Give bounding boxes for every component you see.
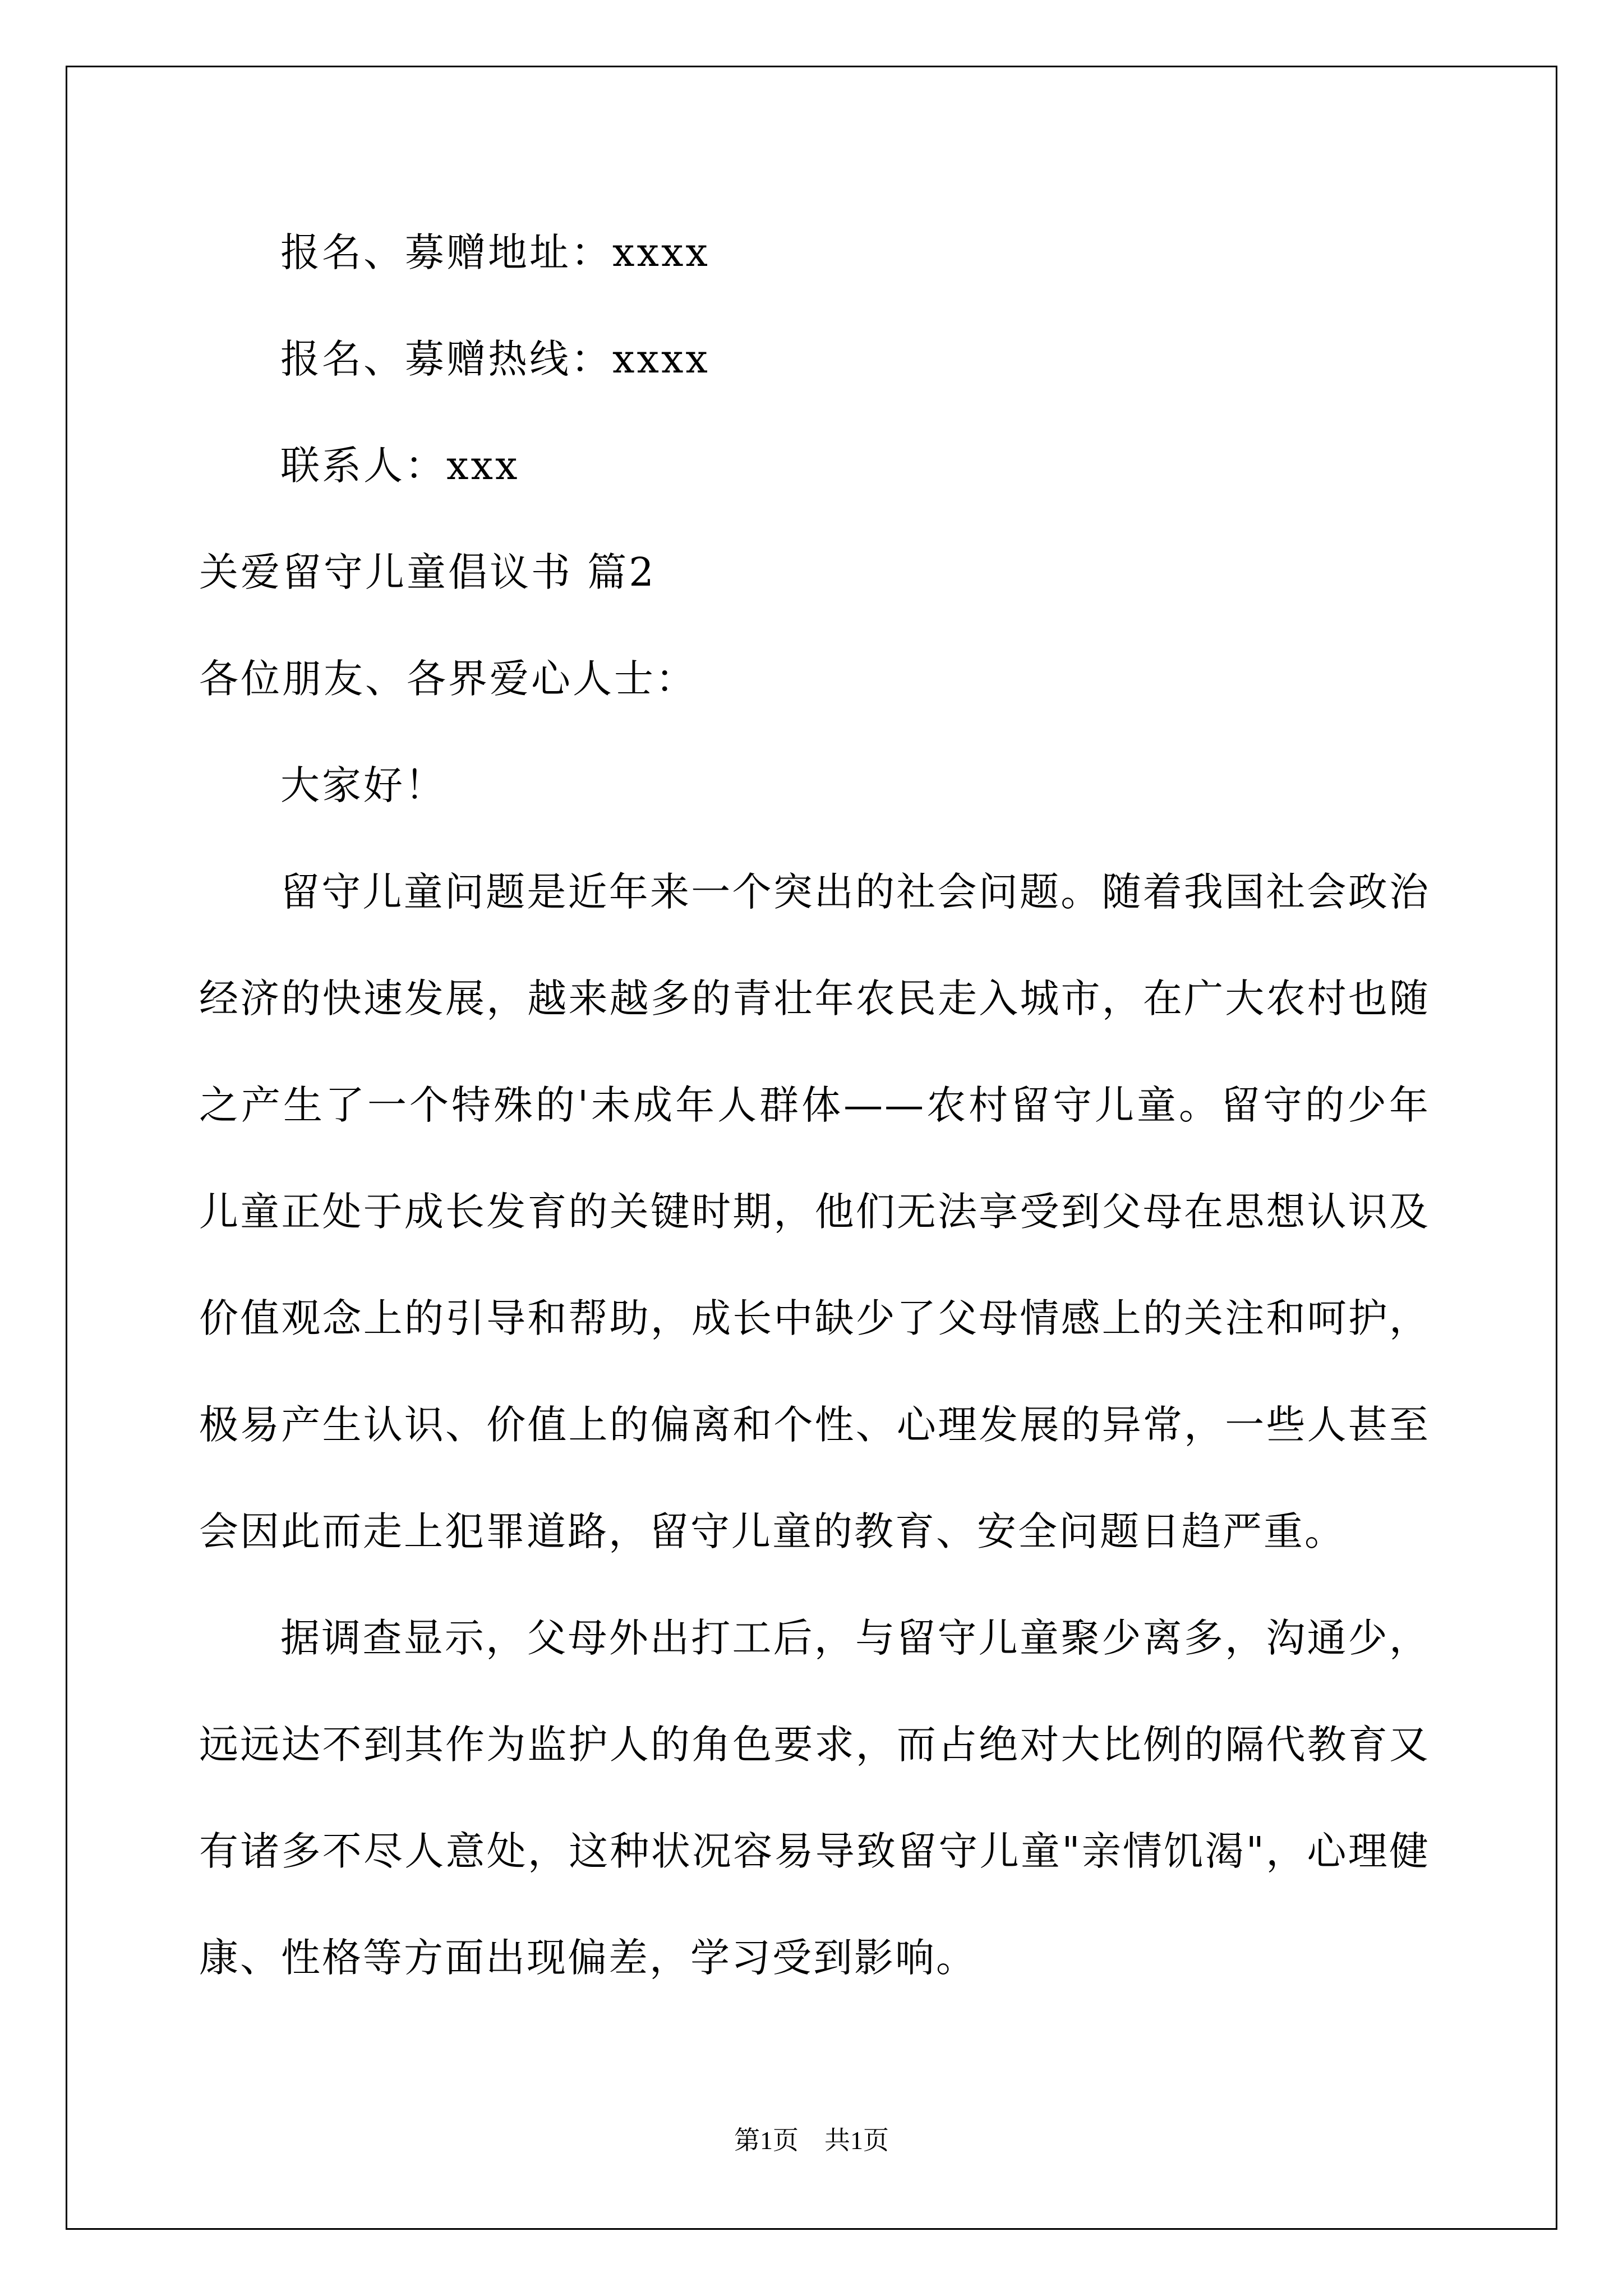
- contact-person-line: 联系人：xxx: [280, 443, 520, 489]
- paragraph-1: 留守儿童问题是近年来一个突出的社会问题。随着我国社会政治经济的快速发展，越来越多的青壮年农民走入城市，在广大农村也随之产生了一个特殊的'未成年人群体——农村留守儿童。留守的少年儿童正处于成长发育的关键时期，他们无法享受到父母在思想认识及价值观念上的引导和帮助，成长中缺少了父母情感上的关注和呵护，极易产生认识、价值上的偏离和个性、心理发展的异常，一些人甚至会因此而走上犯罪道路，留守儿童的教育、安全问题日趋严重。: [199, 869, 1430, 1554]
- section-title: 关爱留守儿童倡议书 篇2: [199, 549, 656, 595]
- signup-hotline-line: 报名、募赠热线：xxxx: [280, 336, 710, 382]
- salutation: 各位朋友、各界爱心人士：: [199, 656, 697, 702]
- paragraph-2: 据调查显示，父母外出打工后，与留守儿童聚少离多，沟通少，远远达不到其作为监护人的角色要求，而占绝对大比例的隔代教育又有诸多不尽人意处，这种状况容易导致留守儿童"亲情饥渴"，心理健康、性格等方面出现偏差，学习受到影响。: [199, 1615, 1430, 1981]
- signup-address-line: 报名、募赠地址：xxxx: [280, 229, 710, 275]
- greeting: 大家好！: [280, 762, 446, 808]
- page-footer: 第1页 共1页: [734, 2126, 889, 2155]
